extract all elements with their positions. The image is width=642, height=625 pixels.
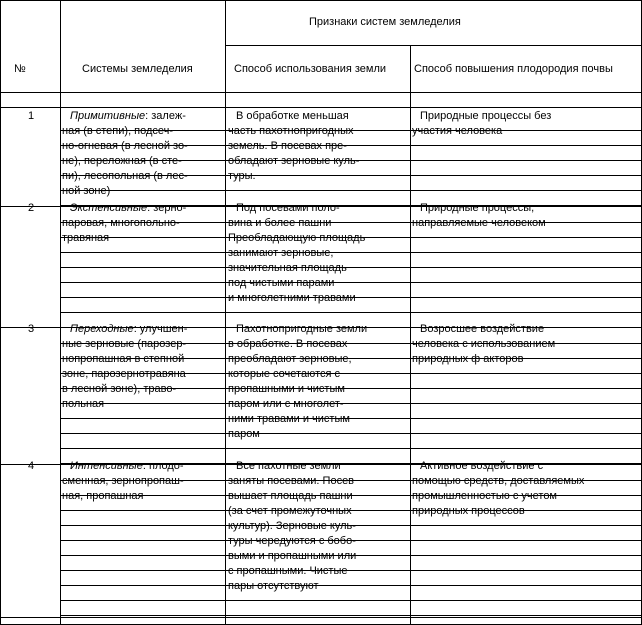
row-rule: [60, 615, 225, 616]
row-number: 3: [28, 323, 35, 335]
land-use-text-line: вышает площадь пашни: [228, 490, 353, 502]
system-text-line: пи), лесопольная (в лес-: [62, 170, 188, 182]
system-name: Интенсивные: [70, 460, 143, 472]
fertility-text-line: Активное воздействие с: [420, 460, 544, 472]
row-rule: [60, 312, 225, 313]
land-use-text-line: преобладают зерновые,: [228, 353, 352, 365]
row-number: 1: [28, 110, 35, 122]
land-use-text-line: которые сочетаются с: [228, 368, 340, 380]
land-use-text-line: значительная площадь: [228, 262, 347, 274]
system-text-line: ная, пропашная: [62, 490, 144, 502]
system-name-line: [70, 459, 184, 474]
row-number: 4: [28, 460, 35, 472]
row-separator: [0, 617, 642, 618]
row-rule: [60, 448, 225, 449]
land-use-text-line: ними травами и чистым: [228, 413, 350, 425]
land-use-text-line: В обработке меньшая: [236, 110, 349, 122]
fertility-text-line: человека с использованием: [412, 338, 556, 350]
header-divider: [0, 92, 642, 93]
land-use-text-line: Все пахотные земли: [236, 460, 341, 472]
system-name: Переходные: [70, 323, 134, 335]
land-use-text-line: (за счет промежуточных: [228, 505, 352, 517]
fertility-text-line: Возросшее воздействие: [420, 323, 545, 335]
row-rule: [225, 175, 642, 176]
land-use-text-line: пары отсутствуют: [228, 580, 319, 592]
header-divider: [225, 45, 642, 46]
land-use-text-line: Под посевами поло-: [236, 202, 340, 214]
column-divider: [410, 45, 411, 625]
header-divider: [0, 107, 642, 108]
land-use-text-line: занимают зерновые,: [228, 247, 334, 259]
fertility-text-line: природных ф акторов: [412, 353, 524, 365]
land-use-text-line: паром: [228, 428, 260, 440]
system-text-line: ные зерновые (парозер-: [62, 338, 187, 350]
row-rule: [60, 540, 225, 541]
row-rule: [225, 433, 642, 434]
fertility-text-line: участия человека: [412, 125, 503, 137]
fertility-text-line: природных процессов: [412, 505, 525, 517]
system-name-suffix: : плодо-: [142, 460, 184, 472]
land-use-text-line: выми и пропашными или: [228, 550, 357, 562]
system-text-line: ная (в степи), подсеч-: [62, 125, 174, 137]
system-name-line: [70, 201, 186, 216]
system-name: Экстенсивные: [70, 202, 148, 214]
row-number: 2: [28, 202, 35, 214]
land-use-text-line: туры.: [228, 170, 256, 182]
system-name-line: [70, 322, 187, 337]
row-rule: [225, 190, 642, 191]
row-rule: [60, 433, 225, 434]
system-text-line: но-огневая (в лесной зо-: [62, 140, 188, 152]
table-border-left: [0, 0, 1, 625]
system-name-suffix: : залеж-: [145, 110, 186, 122]
row-rule: [60, 585, 225, 586]
row-rule: [225, 448, 642, 449]
fertility-text-line: промышленностью с учетом: [412, 490, 557, 502]
header-col-fertility: Способ повышения плодородия почвы: [414, 63, 613, 75]
land-use-text-line: с пропашными. Чистые: [228, 565, 348, 577]
land-use-text-line: и многолетними травами: [228, 292, 356, 304]
system-name: Примитивные: [70, 110, 146, 122]
land-use-text-line: культур). Зерновые куль-: [228, 520, 356, 532]
row-rule: [225, 312, 642, 313]
land-use-text-line: в обработке. В посевах: [228, 338, 348, 350]
land-use-text-line: вина и более пашни: [228, 217, 332, 229]
system-text-line: паровая, многопольно-: [62, 217, 180, 229]
header-col-number: №: [14, 63, 26, 75]
row-rule: [60, 297, 225, 298]
row-rule: [60, 418, 225, 419]
row-rule: [60, 252, 225, 253]
system-text-line: травяная: [62, 232, 110, 244]
land-use-text-line: заняты посевами. Посев: [228, 475, 355, 487]
row-rule: [225, 600, 642, 601]
row-rule: [60, 267, 225, 268]
system-text-line: нопропашная в степной: [62, 353, 185, 365]
row-rule: [60, 555, 225, 556]
header-col-system: Системы земледелия: [82, 63, 193, 75]
fertility-text-line: Природные процессы,: [420, 202, 535, 214]
land-use-text-line: Преобладающую площадь: [228, 232, 366, 244]
system-text-line: в лесной зоне), траво-: [62, 383, 177, 395]
header-group-title: Признаки систем земледелия: [309, 16, 461, 28]
land-use-text-line: туры чередуются с бобо-: [228, 535, 356, 547]
fertility-text-line: направляемые человеком: [412, 217, 546, 229]
land-use-text-line: часть пахотнопригодных: [228, 125, 354, 137]
land-use-text-line: Пахотнопригодные земли: [236, 323, 368, 335]
row-rule: [60, 570, 225, 571]
row-rule: [225, 615, 642, 616]
row-rule: [60, 525, 225, 526]
land-use-text-line: обладают зерновые куль-: [228, 155, 360, 167]
system-name-suffix: : зерно-: [147, 202, 187, 214]
row-rule: [60, 600, 225, 601]
system-text-line: ной зоне): [62, 185, 111, 197]
land-use-text-line: земель. В посевах пре-: [228, 140, 347, 152]
table-border-top: [0, 0, 642, 1]
land-use-text-line: под чистыми парами: [228, 277, 335, 289]
system-text-line: сменная, зернопропаш-: [62, 475, 184, 487]
fertility-text-line: Природные процессы без: [420, 110, 552, 122]
system-text-line: зоне, парозернотравяна: [62, 368, 186, 380]
header-col-land-use: Способ использования земли: [234, 63, 387, 75]
row-rule: [60, 282, 225, 283]
land-use-text-line: пропашными и чистым: [228, 383, 345, 395]
system-name-suffix: : улучшен-: [133, 323, 188, 335]
system-text-line: не), переложная (в сте-: [62, 155, 182, 167]
fertility-text-line: помощью средств, доставляемых: [412, 475, 585, 487]
system-text-line: польная: [62, 398, 105, 410]
land-use-text-line: паром или с многолет-: [228, 398, 344, 410]
row-rule: [60, 510, 225, 511]
system-name-line: [70, 109, 186, 124]
